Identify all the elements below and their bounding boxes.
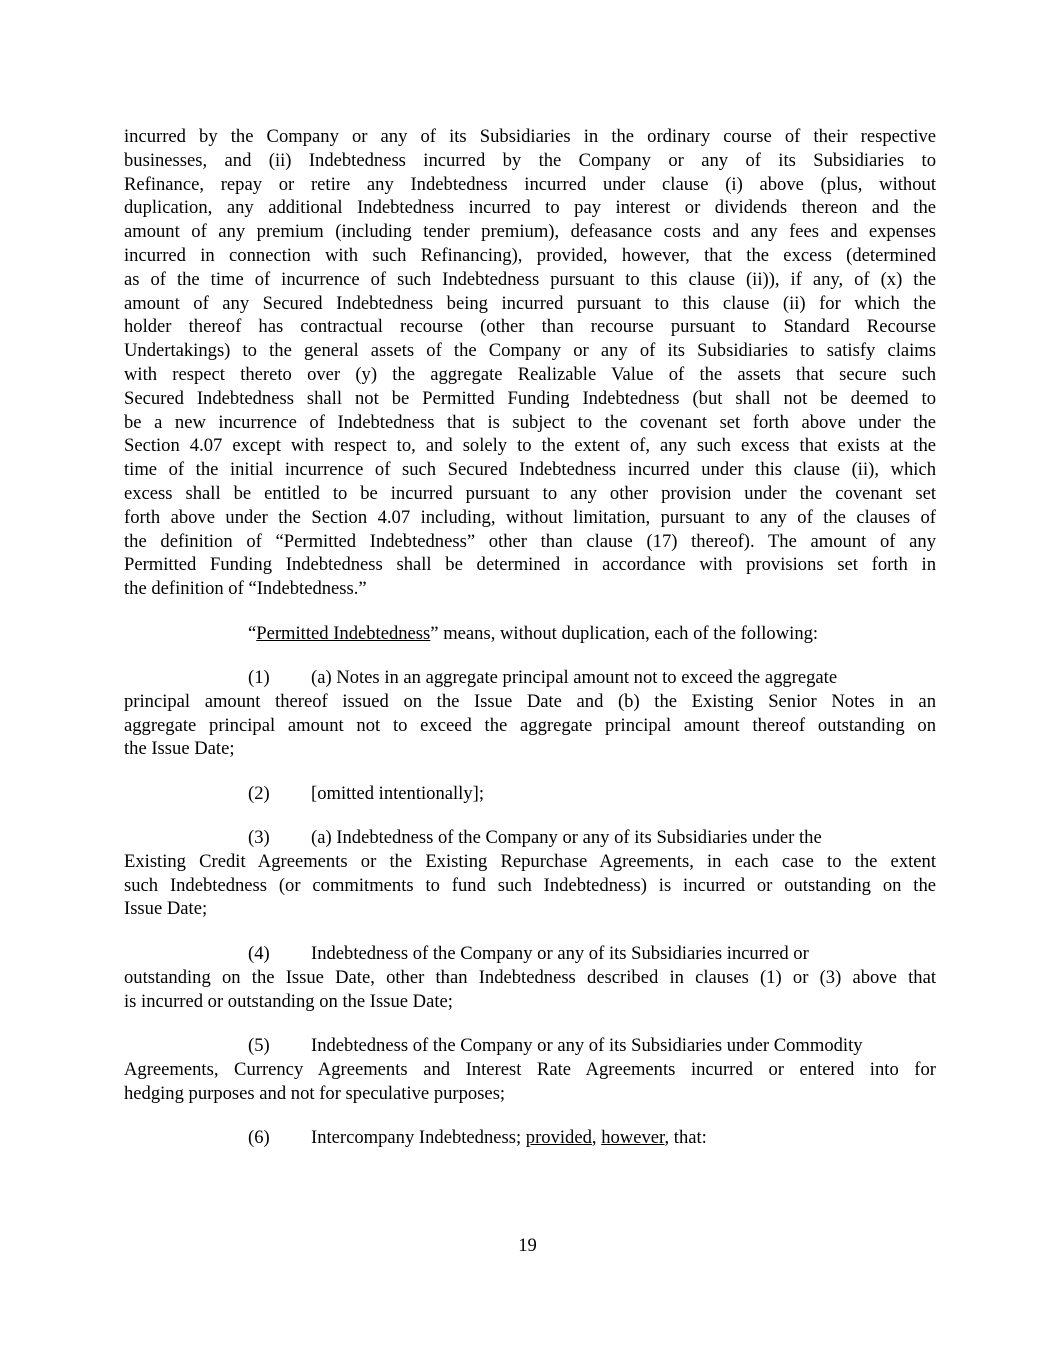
paragraph-line: holder thereof has contractual recourse (other than recourse pursuant to Standard Recourse <box>124 316 936 338</box>
definition-rest: ” means, without duplication, each of the following: <box>430 623 819 644</box>
paragraph-line: Permitted Funding Indebtedness shall be determined in accordance with provisions set forth in <box>124 554 936 576</box>
clause-number: (2) <box>248 783 270 804</box>
paragraph-line: businesses, and (ii) Indebtedness incurred by the Company or any of its Subsidiaries to <box>124 149 936 171</box>
paragraph-line: the definition of “Indebtedness.” <box>124 578 367 600</box>
clause-3 <box>124 826 936 921</box>
continued-paragraph <box>124 125 936 601</box>
clause-number: (4) <box>248 943 270 964</box>
clause-text: (a) Notes in an aggregate principal amount not to exceed the aggregate <box>311 667 838 688</box>
paragraph-line: duplication, any additional Indebtedness incurred to pay interest or dividends thereon and the <box>124 197 936 219</box>
paragraph-line: be a new incurrence of Indebtedness that is subject to the covenant set forth above under the <box>124 411 936 433</box>
paragraph-line: amount of any premium (including tender premium), defeasance costs and any fees and expenses <box>124 221 936 243</box>
clause-1 <box>124 666 936 761</box>
paragraph-line: incurred by the Company or any of its Subsidiaries in the ordinary course of their respective <box>124 126 936 147</box>
clause-text: [omitted intentionally]; <box>311 783 484 804</box>
paragraph-line: Undertakings) to the general assets of the Company or any of its Subsidiaries to satisfy claims <box>124 340 936 362</box>
provided-term: provided <box>525 1127 592 1148</box>
clause-number: (3) <box>248 827 270 848</box>
clause-4 <box>124 942 936 1013</box>
clause-2 <box>124 782 936 806</box>
clause-line: hedging purposes and not for speculative purposes; <box>124 1082 506 1104</box>
clause-line: principal amount thereof issued on the Issue Date and (b) the Existing Senior Notes in an <box>124 690 936 712</box>
however-term: however <box>601 1127 665 1148</box>
clause-line: is incurred or outstanding on the Issue Date; <box>124 990 453 1012</box>
clause-text: (a) Indebtedness of the Company or any of its Subsidiaries under the <box>311 827 822 848</box>
clause-line: Issue Date; <box>124 898 208 920</box>
page-number: 19 <box>518 1235 537 1256</box>
clause-text-end: , that: <box>664 1127 707 1148</box>
paragraph-line: amount of any Secured Indebtedness being incurred pursuant to this clause (ii) for which the <box>124 292 936 314</box>
paragraph-line: Section 4.07 except with respect to, and solely to the extent of, any such excess that exists at the <box>124 435 936 457</box>
paragraph-line: with respect thereto over (y) the aggregate Realizable Value of the assets that secure such <box>124 363 936 385</box>
clause-6 <box>124 1126 936 1150</box>
clause-text: Intercompany Indebtedness; <box>311 1127 526 1148</box>
clause-line: the Issue Date; <box>124 738 235 760</box>
clause-line: Agreements, Currency Agreements and Interest Rate Agreements incurred or entered into for <box>124 1058 936 1080</box>
clause-line: aggregate principal amount not to exceed the aggregate principal amount thereof outstanding on <box>124 714 936 736</box>
paragraph-line: forth above under the Section 4.07 including, without limitation, pursuant to any of the clauses of <box>124 506 936 528</box>
paragraph-line: incurred in connection with such Refinancing), provided, however, that the excess (determined <box>124 244 936 266</box>
paragraph-line: time of the initial incurrence of such Secured Indebtedness incurred under this clause (ii), which <box>124 459 936 481</box>
clause-line: outstanding on the Issue Date, other than Indebtedness described in clauses (1) or (3) above that <box>124 966 936 988</box>
definition-permitted-indebtedness <box>124 622 936 646</box>
definition-open-quote: “ <box>248 623 257 644</box>
clause-text: Indebtedness of the Company or any of its Subsidiaries under Commodity <box>311 1035 863 1056</box>
clause-text: Indebtedness of the Company or any of its Subsidiaries incurred or <box>311 943 809 964</box>
defined-term: Permitted Indebtedness <box>256 623 431 644</box>
paragraph-line: Secured Indebtedness shall not be Permitted Funding Indebtedness (but shall not be deemed to <box>124 387 936 409</box>
clause-number: (6) <box>248 1127 270 1148</box>
clause-5 <box>124 1034 936 1105</box>
paragraph-line: excess shall be entitled to be incurred pursuant to any other provision under the covenant set <box>124 482 936 504</box>
clause-number: (1) <box>248 667 270 688</box>
paragraph-line: the definition of “Permitted Indebtedness” other than clause (17) thereof). The amount of any <box>124 530 936 552</box>
clause-line: such Indebtedness (or commitments to fund such Indebtedness) is incurred or outstanding on the <box>124 874 936 896</box>
clause-comma: , <box>591 1127 602 1148</box>
paragraph-line: Refinance, repay or retire any Indebtedness incurred under clause (i) above (plus, without <box>124 173 936 195</box>
clause-line: Existing Credit Agreements or the Existing Repurchase Agreements, in each case to the extent <box>124 850 936 872</box>
paragraph-line: as of the time of incurrence of such Indebtedness pursuant to this clause (ii)), if any, of (x) the <box>124 268 936 290</box>
clause-number: (5) <box>248 1035 270 1056</box>
